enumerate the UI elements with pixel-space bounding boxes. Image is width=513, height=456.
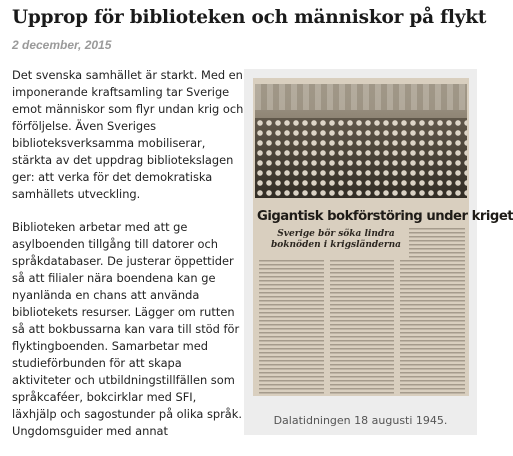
article-figure — [244, 69, 513, 435]
clipping-text-column — [400, 260, 465, 396]
clipping-text-column — [409, 228, 465, 258]
clipping-text-column — [259, 260, 324, 396]
crowd-photo — [255, 84, 467, 198]
newspaper-clipping-image[interactable] — [253, 78, 513, 396]
article-body — [12, 67, 244, 456]
article-date: 2 december, 2015 — [12, 38, 112, 52]
figure-caption: Dalatidningen 18 augusti 1945. — [273, 414, 448, 427]
article-paragraph: Det svenska samhället är starkt. Med en imponerande kraftsamling tar Sverige emot människor som flyr undan krig och förföljelse. Även Sveriges biblioteksverksamma mobiliserar, stärkta av det uppdrag bibliotekslagen ger: att verka för det demokratiska samhällets utveckling. — [12, 68, 244, 201]
clipping-text-column — [330, 260, 395, 396]
photo-crowd — [255, 118, 467, 198]
article-paragraph: Biblioteken arbetar med att ge asylboenden tillgång till datorer och språkdatabaser. De justerar öppettider så att filialer nära boendena kan ge nyanlända en chans att använda bibliotekets resurser. Lägger om rutten så att bokbussarna kan vara till stöd för flyktingboenden. Samarbetar med studieförbunden för att skapa aktiviteter och utbildningstillfällen som språkcaféer, bokcirklar med SFI, läxhjälp och sagostunder på olika språk. Ungdomsguider med annat — [12, 220, 243, 438]
photo-ceiling — [255, 84, 467, 110]
clipping-columns — [259, 260, 465, 396]
clipping-headline: Gigantisk bokförstöring under kriget — [257, 209, 513, 224]
clipping-subhead: Sverige bör söka lindra boknöden i krigsländerna — [270, 229, 401, 250]
article-title: Upprop för biblioteken och människor på flykt — [12, 7, 487, 28]
